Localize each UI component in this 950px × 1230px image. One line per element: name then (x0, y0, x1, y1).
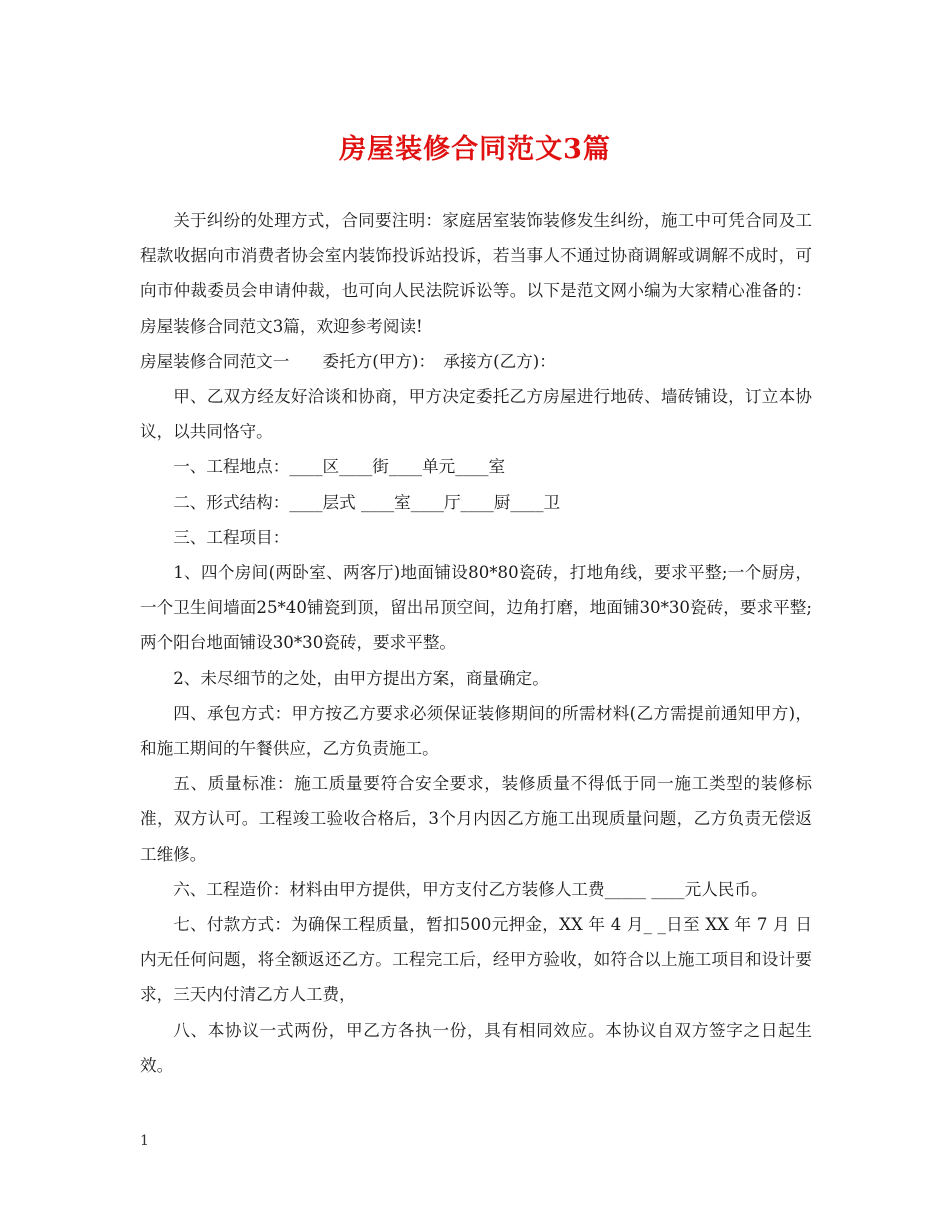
paragraph-structure: 二、形式结构：____层式 ____室____厅____厨____卫 (173, 492, 561, 512)
paragraph-contracting-method: 四、承包方式：甲方按乙方要求必须保证装修期间的所需材料(乙方需提前通知甲方)，和施工期间的午餐供应，乙方负责施工。 (140, 703, 812, 759)
document-title: 房屋装修合同范文3篇 (339, 134, 611, 165)
page-number: 1 (140, 1133, 149, 1149)
document-body (140, 203, 812, 1083)
paragraph-agreement: 甲、乙双方经友好洽谈和协商，甲方决定委托乙方房屋进行地砖、墙砖铺设，订立本协议，以共同恪守。 (140, 387, 812, 442)
paragraph-item-2: 2、未尽细节的之处，由甲方提出方案，商量确定。 (173, 668, 549, 688)
paragraph-intro: 关于纠纷的处理方式，合同要注明：家庭居室装饰装修发生纠纷，施工中可凭合同及工程款收据向市消费者协会室内装饰投诉站投诉，若当事人不通过协商调解或调解不成时，可向市仲裁委员会申请仲裁，也可向人民法院诉讼等。以下是范文网小编为大家精心准备的：房屋装修合同范文3篇，欢迎参考阅读! (140, 211, 812, 336)
paragraph-project-cost: 六、工程造价：材料由甲方提供，甲方支付乙方装修人工费_____ ____元人民币。 (173, 879, 768, 899)
paragraph-item-1: 1、四个房间(两卧室、两客厅)地面铺设80*80瓷砖，打地角线，要求平整;一个厨房，一个卫生间墙面25*40铺瓷到顶，留出吊顶空间，边角打磨，地面铺30*30瓷砖，要求平整;两个阳台地面铺设30*30瓷砖，要求平整。 (140, 563, 812, 653)
paragraph-quality-standard: 五、质量标准：施工质量要符合安全要求，装修质量不得低于同一施工类型的装修标准，双方认可。工程竣工验收合格后，3个月内因乙方施工出现质量问题，乙方负责无偿返工维修。 (140, 774, 812, 864)
paragraph-project-location: 一、工程地点：____区____街____单元____室 (173, 457, 506, 477)
paragraph-copies: 八、本协议一式两份，甲乙方各执一份，具有相同效应。本协议自双方签字之日起生效。 (140, 1020, 812, 1075)
paragraph-contract-heading: 房屋装修合同范文一 委托方(甲方)： 承接方(乙方)： (140, 351, 556, 371)
paragraph-payment-method: 七、付款方式：为确保工程质量，暂扣500元押金，XX 年 4 月_ _日至 XX 年 7 月 日内无任何问题，将全额返还乙方。工程完工后，经甲方验收，如符合以上施工项目和设计要求，三天内付清乙方人工费， (140, 915, 812, 1005)
paragraph-project-items: 三、工程项目： (173, 527, 290, 547)
